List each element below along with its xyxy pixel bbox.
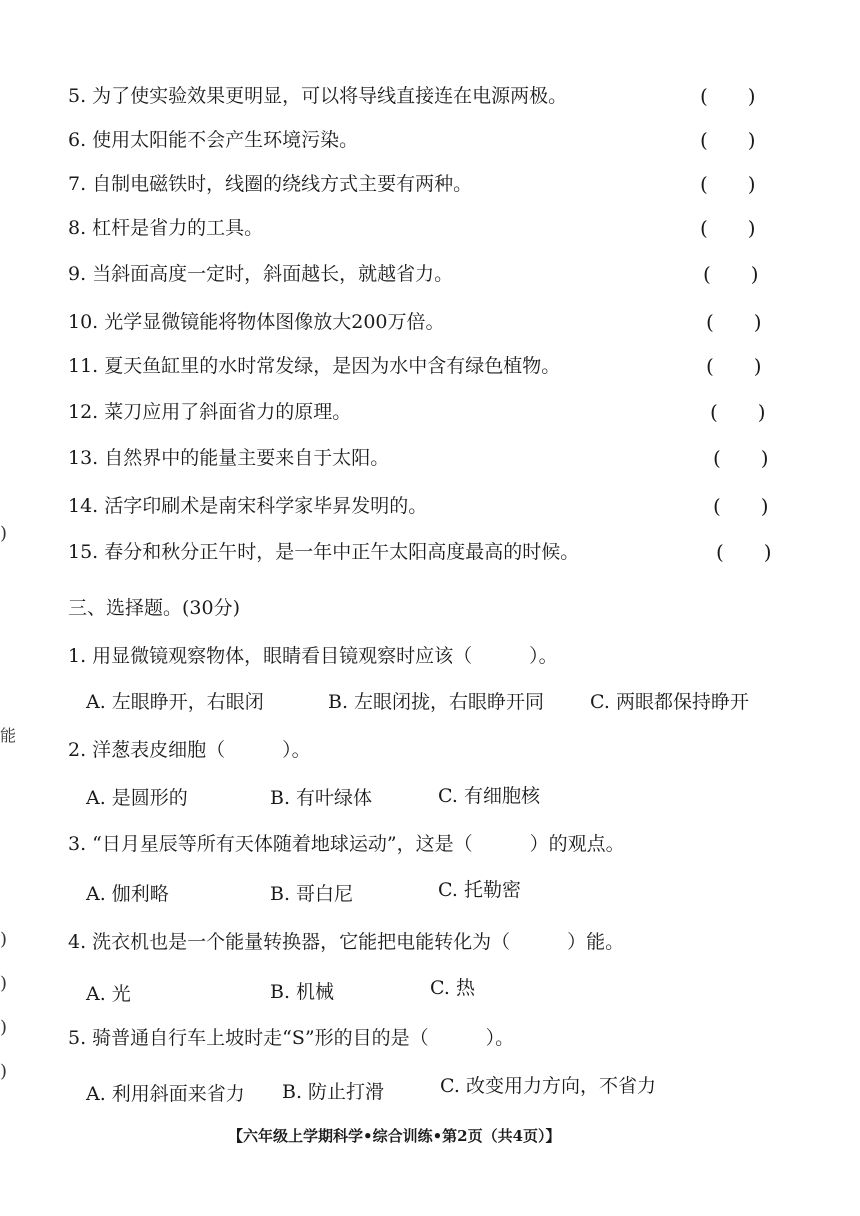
tf-item-13: 13. 自然界中的能量主要来自于太阳。 (68, 447, 390, 469)
answer-paren[interactable]: ( ) (713, 446, 769, 470)
mc-option[interactable]: B. 哥白尼 (270, 883, 354, 905)
answer-paren[interactable]: ( ) (700, 216, 756, 240)
tf-item-14: 14. 活字印刷术是南宋科学家毕昇发明的。 (68, 495, 428, 517)
answer-paren[interactable]: ( ) (716, 540, 772, 564)
mc-question-3: 3. “日月星辰等所有天体随着地球运动”，这是（ ）的观点。 (68, 833, 625, 855)
answer-paren[interactable]: ( ) (706, 310, 762, 334)
edge-mark: ) (0, 1017, 8, 1038)
mc-question-4: 4. 洗衣机也是一个能量转换器，它能把电能转化为（ ）能。 (68, 931, 625, 953)
mc-option[interactable]: B. 左眼闭拢，右眼睁开同 (328, 691, 545, 713)
mc-option[interactable]: B. 防止打滑 (282, 1081, 385, 1103)
answer-paren[interactable]: ( ) (700, 172, 756, 196)
tf-item-6: 6. 使用太阳能不会产生环境污染。 (68, 129, 359, 151)
mc-option[interactable]: C. 热 (430, 977, 475, 999)
edge-mark: ) (0, 973, 8, 994)
answer-paren[interactable]: ( ) (703, 262, 759, 286)
tf-item-11: 11. 夏天鱼缸里的水时常发绿，是因为水中含有绿色植物。 (68, 355, 561, 377)
mc-question-5: 5. 骑普通自行车上坡时走“S”形的目的是（ ）。 (68, 1027, 515, 1049)
answer-paren[interactable]: ( ) (710, 400, 766, 424)
mc-option[interactable]: B. 有叶绿体 (270, 787, 373, 809)
mc-option[interactable]: A. 伽利略 (86, 883, 169, 905)
tf-item-7: 7. 自制电磁铁时，线圈的绕线方式主要有两种。 (68, 173, 473, 195)
mc-option[interactable]: A. 利用斜面来省力 (86, 1083, 245, 1105)
mc-option[interactable]: C. 有细胞核 (438, 785, 540, 807)
mc-option[interactable]: A. 光 (86, 983, 131, 1005)
answer-paren[interactable]: ( ) (706, 354, 762, 378)
edge-mark: ) (0, 1061, 8, 1082)
answer-paren[interactable]: ( ) (700, 84, 756, 108)
tf-item-5: 5. 为了使实验效果更明显，可以将导线直接连在电源两极。 (68, 85, 568, 107)
mc-question-1: 1. 用显微镜观察物体，眼睛看目镜观察时应该（ ）。 (68, 645, 558, 667)
tf-item-9: 9. 当斜面高度一定时，斜面越长，就越省力。 (68, 263, 454, 285)
mc-option[interactable]: C. 托勒密 (438, 879, 521, 901)
mc-option[interactable]: C. 改变用力方向，不省力 (440, 1075, 656, 1097)
mc-question-2: 2. 洋葱表皮细胞（ ）。 (68, 739, 311, 761)
section-title: 三、选择题。(30分) (68, 597, 241, 619)
page-footer: 【六年级上学期科学•综合训练•第2页（共4页）】 (228, 1127, 561, 1145)
tf-item-15: 15. 春分和秋分正午时，是一年中正午太阳高度最高的时候。 (68, 541, 580, 563)
edge-mark: ) (0, 929, 8, 950)
mc-option[interactable]: A. 是圆形的 (86, 787, 188, 809)
answer-paren[interactable]: ( ) (713, 494, 769, 518)
tf-item-12: 12. 菜刀应用了斜面省力的原理。 (68, 401, 352, 423)
tf-item-8: 8. 杠杆是省力的工具。 (68, 217, 264, 239)
tf-item-10: 10. 光学显微镜能将物体图像放大200万倍。 (68, 311, 445, 333)
mc-option[interactable]: A. 左眼睁开，右眼闭 (86, 691, 264, 713)
edge-mark: ) (0, 523, 8, 544)
edge-mark: 能 (0, 726, 17, 745)
answer-paren[interactable]: ( ) (700, 128, 756, 152)
mc-option[interactable]: B. 机械 (270, 981, 335, 1003)
mc-option[interactable]: C. 两眼都保持睁开 (590, 691, 749, 713)
